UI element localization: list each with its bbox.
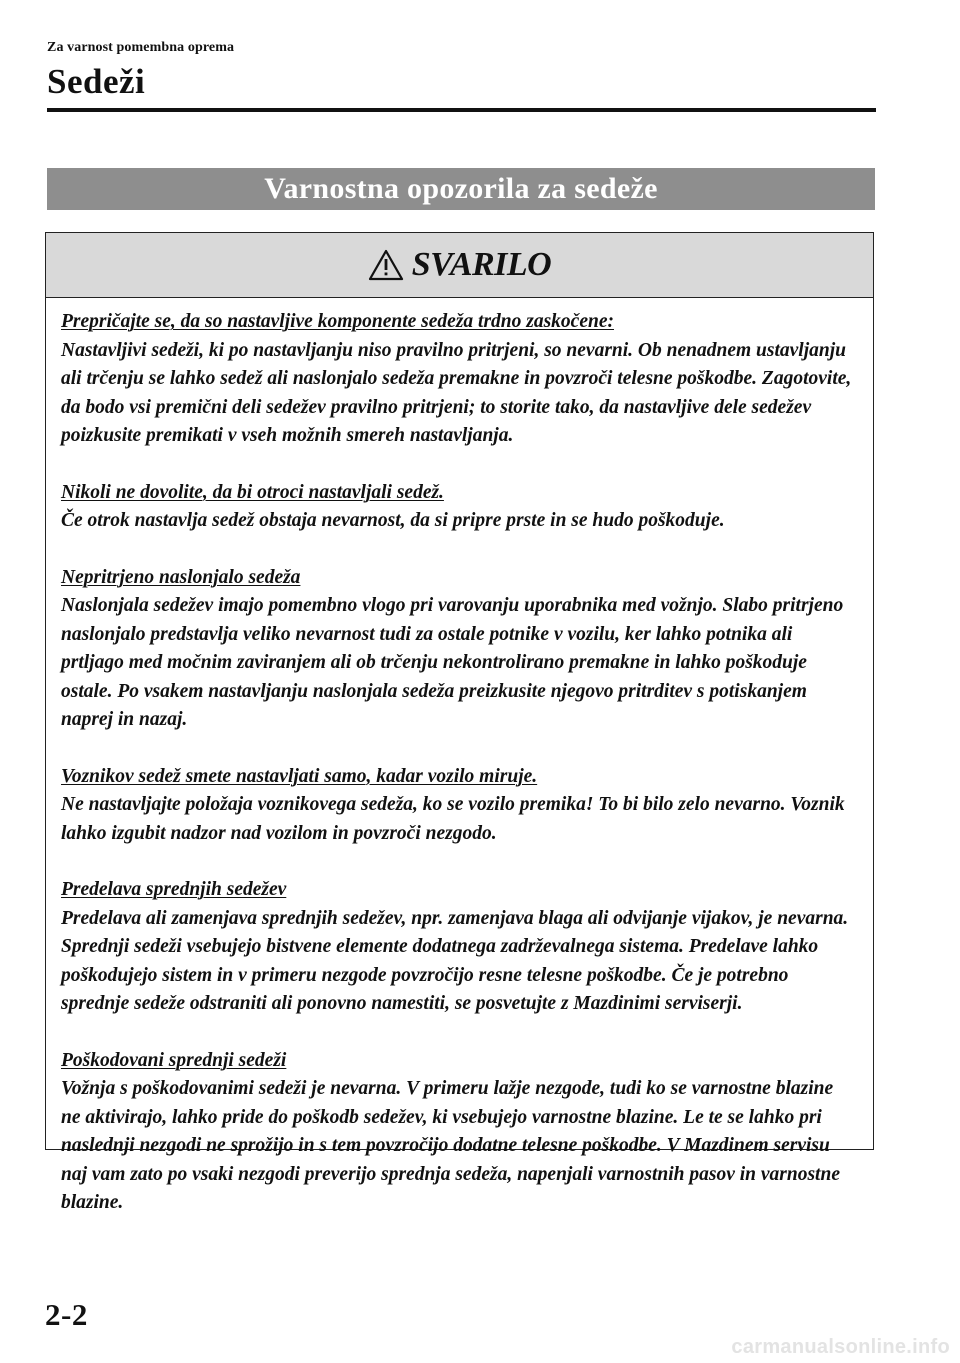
warning-item-text: Nastavljivi sedeži, ki po nastavljanju niso pravilno pritrjeni, so nevarni. Ob nenadnem ustavljanju ali trčenju se lahko sedež ali naslonjalo sedeža premakne in povzroči telesne poškodbe. Zagotovite, da bodo vsi premični deli sedežev pravilno pritrjeni; to storite tako, da nastavljive dele sedežev poizkusite premikati v vseh možnih smereh nastavljanja. bbox=[61, 339, 852, 446]
warning-body bbox=[46, 298, 873, 1218]
warning-item-text: Predelava ali zamenjava sprednjih sedežev, npr. zamenjava blaga ali odvijanje vijakov, je nevarna. Sprednji sedeži vsebujejo bistvene elemente dodatnega zadrževalnega sistema. Predelave lahko poškodujejo sistem in v primeru nezgode povzročijo resne telesne poškodbe. Če je potrebno sprednje sedeže odstraniti ali ponovno namestiti, se posvetujte z Mazdinimi serviserji. bbox=[61, 907, 849, 1014]
section-banner: Varnostna opozorila za sedeže bbox=[47, 168, 875, 210]
warning-item bbox=[61, 564, 857, 735]
title-divider bbox=[47, 108, 876, 112]
page-number: 2-2 bbox=[45, 1297, 88, 1332]
warning-header bbox=[46, 233, 873, 298]
warning-item-text: Če otrok nastavlja sedež obstaja nevarnost, da si pripre prste in se hudo poškoduje. bbox=[61, 510, 725, 531]
warning-label: SVARILO bbox=[411, 246, 552, 283]
warning-item-text: Naslonjala sedežev imajo pomembno vlogo pri varovanju uporabnika med vožnjo. Slabo pritrjeno naslonjalo predstavlja veliko nevarnost tudi za ostale potnike v vozilu, ker lahko potnika ali prtljago med močnim zaviranjem ali ob trčenju nekontrolirano premakne in lahko poškoduje ostale. Po vsakem nastavljanju naslonjala sedeža preizkusite njegovo pritrditev s potiskanjem naprej in nazaj. bbox=[61, 595, 844, 730]
warning-item bbox=[61, 1047, 857, 1218]
warning-item bbox=[61, 763, 857, 849]
section-label: Za varnost pomembna oprema bbox=[47, 40, 235, 55]
warning-item-heading: Poškodovani sprednji sedeži bbox=[61, 1049, 287, 1071]
warning-item-heading: Prepričajte se, da so nastavljive komponente sedeža trdno zaskočene: bbox=[61, 311, 614, 332]
warning-item bbox=[61, 308, 857, 451]
watermark-link[interactable]: carmanualsonline.info bbox=[731, 1336, 950, 1358]
warning-triangle-icon bbox=[368, 249, 404, 281]
warning-item-heading: Voznikov sedež smete nastavljati samo, kadar vozilo miruje. bbox=[61, 765, 538, 787]
warning-item-text: Vožnja s poškodovanimi sedeži je nevarna. V primeru lažje nezgode, tudi ko se varnostne blazine ne aktivirajo, lahko pride do poškodb sedežev, ki vsebujejo varnostne blazine. Le te se lahko pri naslednji nezgodi ne sprožijo in s tem povzročijo dodatne telesne poškodbe. V Mazdinem servisu naj vam zato po vsaki nezgodi preverijo sprednja sedeža, napenjali varnostnih pasov in varnostne blazine. bbox=[61, 1078, 840, 1213]
warning-box bbox=[45, 232, 874, 1213]
warning-item-heading: Predelava sprednjih sedežev bbox=[61, 879, 287, 900]
page-title: Sedeži bbox=[47, 62, 146, 101]
warning-item-text: Ne nastavljajte položaja voznikovega sedeža, ko se vozilo premika! To bi bilo zelo nevarno. Voznik lahko izgubit nadzor nad vozilom in povzroči nezgodo. bbox=[61, 794, 845, 844]
warning-item-heading: Nikoli ne dovolite, da bi otroci nastavljali sedež. bbox=[61, 481, 444, 503]
warning-item bbox=[61, 479, 857, 536]
warning-item-heading: Nepritrjeno naslonjalo sedeža bbox=[61, 566, 301, 588]
warning-item bbox=[61, 876, 857, 1019]
